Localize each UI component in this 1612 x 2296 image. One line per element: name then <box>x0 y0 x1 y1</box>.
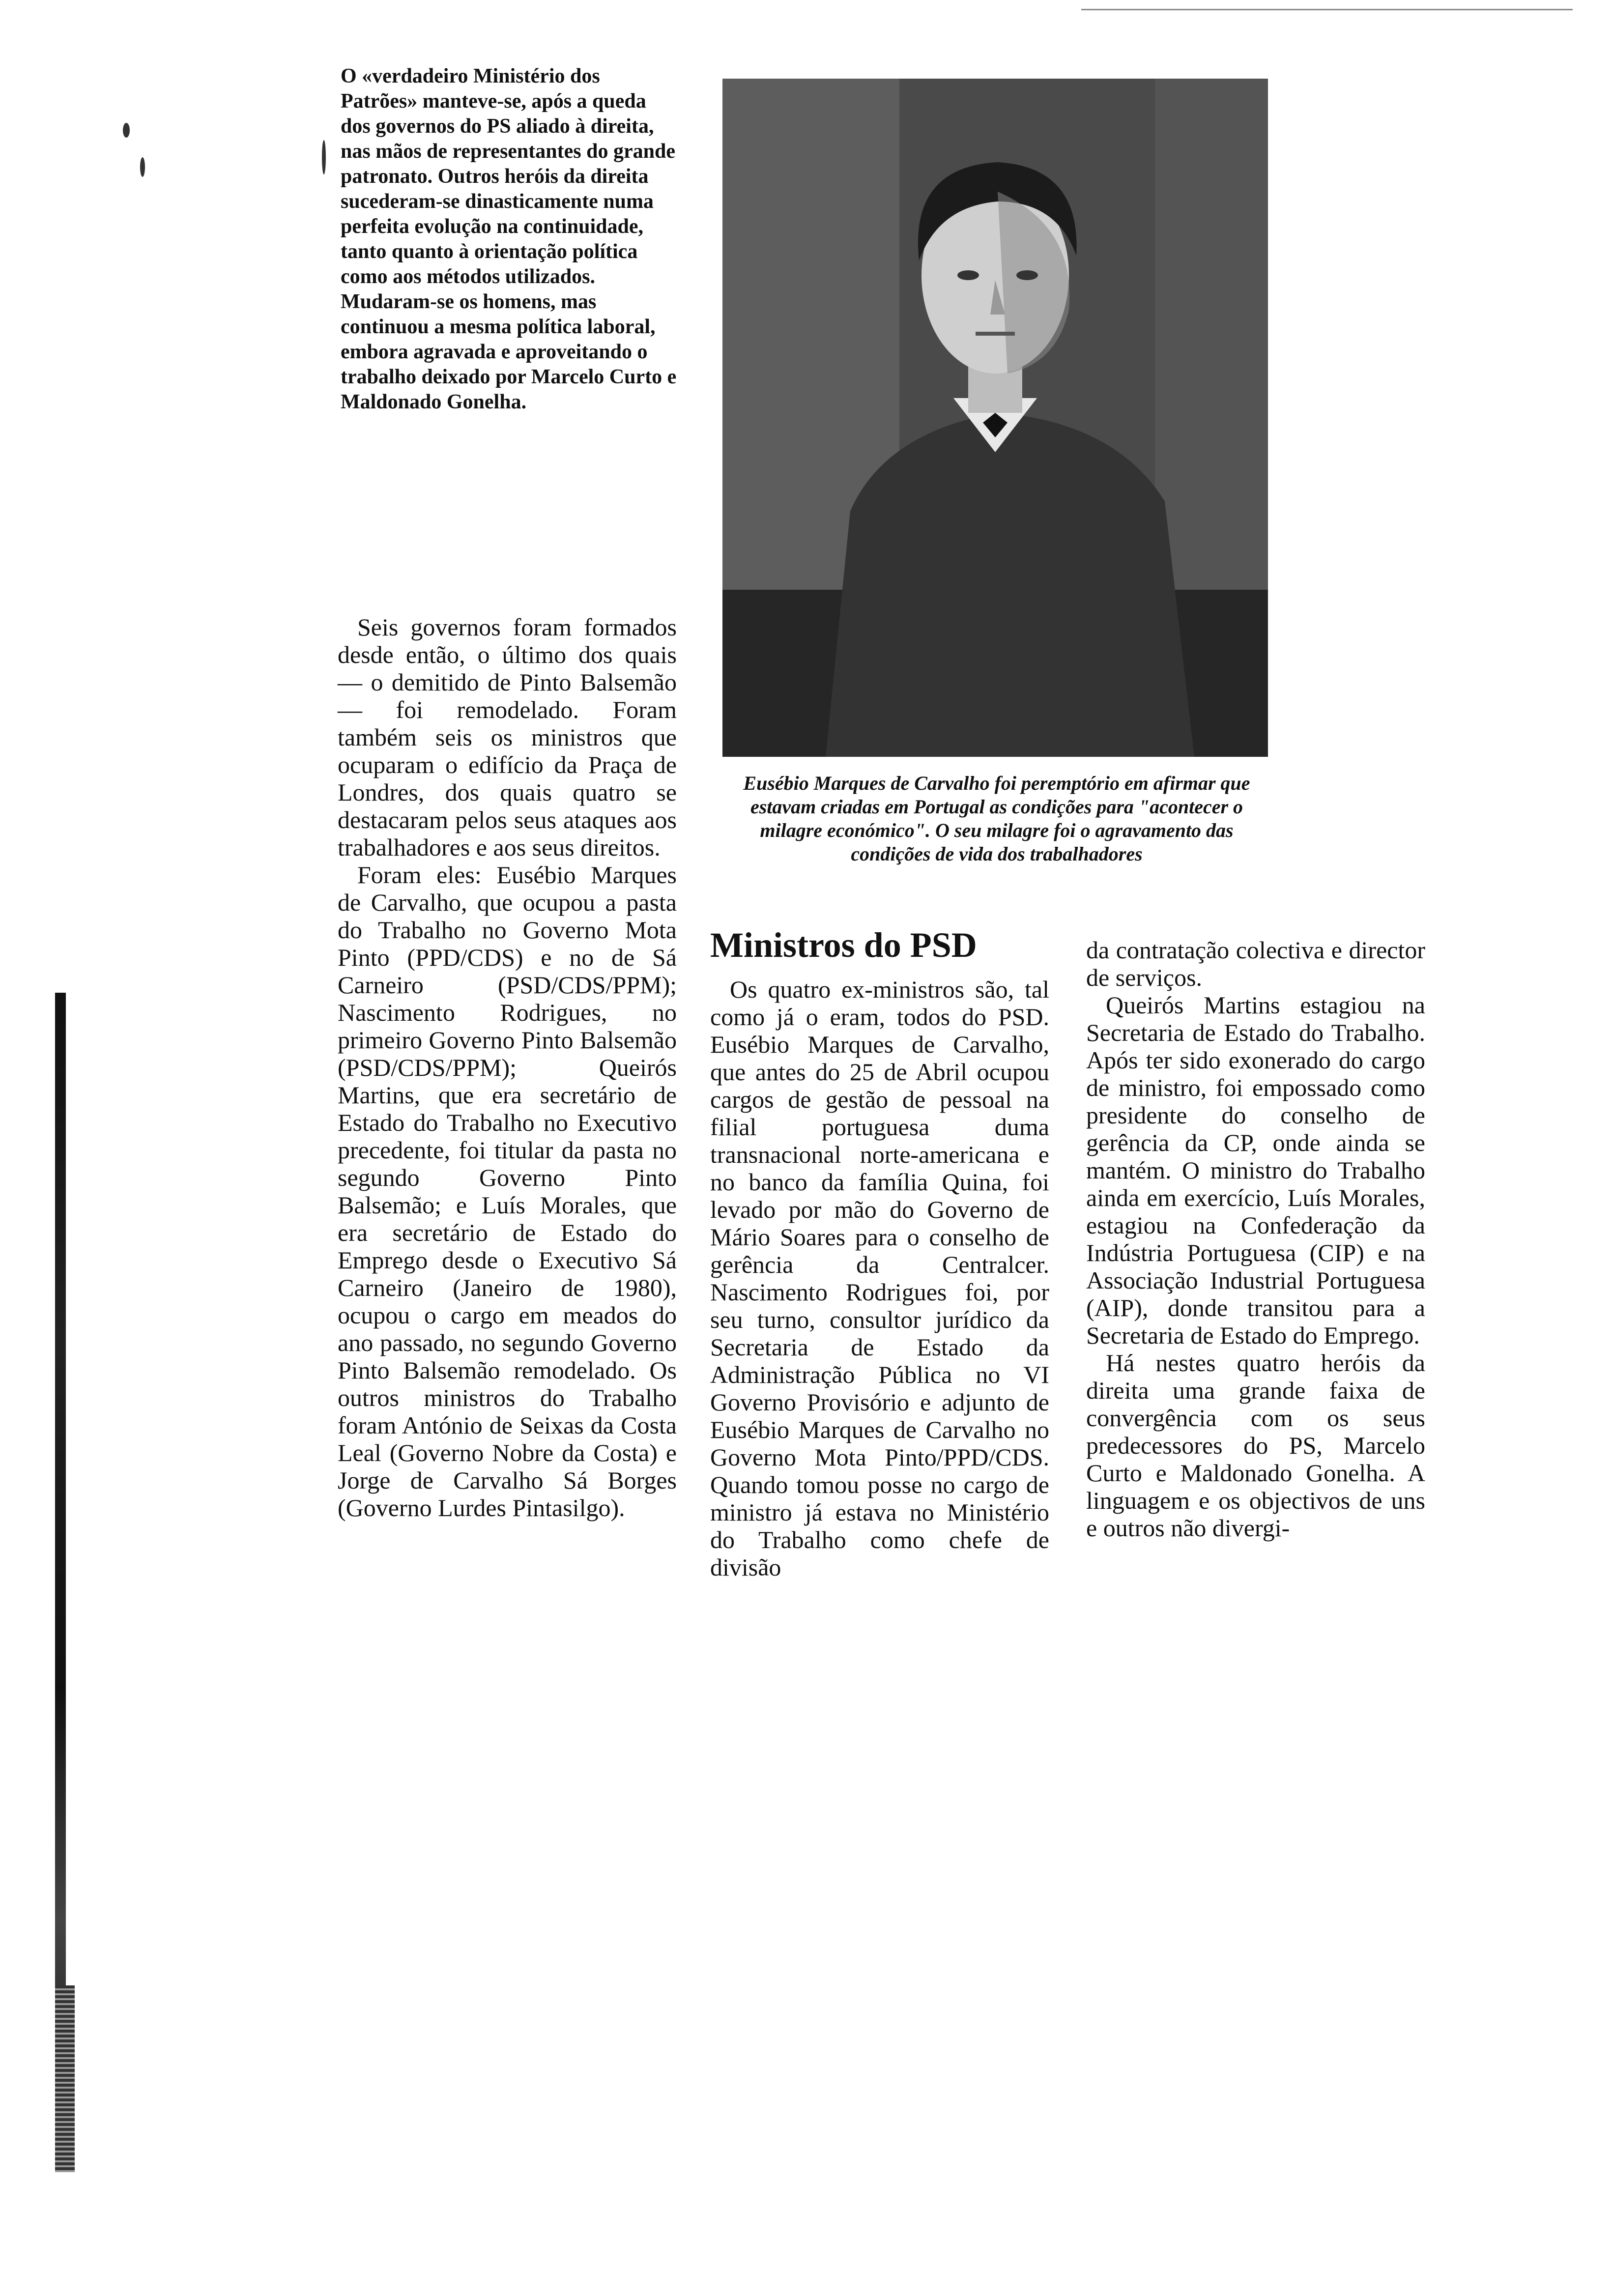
scan-speck <box>123 123 130 138</box>
portrait-illustration <box>722 79 1268 757</box>
photo-caption: Eusébio Marques de Carvalho foi peremptório em afirmar que estavam criadas em Portugal as condições para "acontecer o milagre económico". O seu milagre foi o agravamento das condições de vida dos trabalhadores <box>743 772 1250 865</box>
top-rule <box>1081 9 1573 10</box>
scan-edge-mark-lower <box>55 1985 75 2172</box>
paragraph: Os quatro ex-ministros são, tal como já o eram, todos do PSD. Eusébio Marques de Carvalho, que antes do 25 de Abril ocupou cargos de gestão de pessoal na filial portuguesa duma transnacional norte-americana e no banco da família Quina, foi levado por mão do Governo de Mário Soares para o conselho de gerência da Centralcer. Nascimento Rodrigues foi, por seu turno, consultor jurídico da Secretaria de Estado da Administração Pública no VI Governo Provisório e adjunto de Eusébio Marques de Carvalho no Governo Mota Pinto/PPD/CDS. Quando tomou posse no cargo de ministro já estava no Ministério do Trabalho como chefe de divisão <box>710 976 1049 1581</box>
paragraph: Queirós Martins estagiou na Secretaria de Estado do Trabalho. Após ter sido exonerado do cargo de ministro, foi empossado como presidente do conselho de gerência da CP, onde ainda se mantém. O ministro do Trabalho ainda em exercício, Luís Morales, estagiou na Confederação da Indústria Portuguesa (CIP) e na Associação Industrial Portuguesa (AIP), donde transitou para a Secretaria de Estado do Emprego. <box>1086 991 1425 1349</box>
lead-paragraph: O «verdadeiro Ministério dos Patrões» manteve-se, após a queda dos governos do PS aliado à direita, nas mãos de representantes do grande patronato. Outros heróis da direita sucederam-se dinasticamente numa perfeita evolução na continuidade, tanto quanto à orientação política como aos métodos utilizados. Mudaram-se os homens, mas continuou a mesma política laboral, embora agravada e aproveitando o trabalho deixado por Marcelo Curto e Maldonado Gonelha. <box>341 65 677 413</box>
paragraph: Há nestes quatro heróis da direita uma grande faixa de convergência com os seus predecessores do PS, Marcelo Curto e Maldonado Gonelha. A linguagem e os objectivos de uns e outros não divergi- <box>1086 1349 1425 1542</box>
paragraph: Foram eles: Eusébio Marques de Carvalho, que ocupou a pasta do Trabalho no Governo Mota Pinto (PPD/CDS) e no de Sá Carneiro (PSD/CDS/PPM); Nascimento Rodrigues, no primeiro Governo Pinto Balsemão (PSD/CDS/PPM); Queirós Martins, que era secretário de Estado do Trabalho no Executivo precedente, foi titular da pasta no segundo Governo Pinto Balsemão; e Luís Morales, que era secretário de Estado do Emprego desde o Executivo Sá Carneiro (Janeiro de 1980), ocupou o cargo em meados do ano passado, no segundo Governo Pinto Balsemão remodelado. Os outros ministros do Trabalho foram António de Seixas da Costa Leal (Governo Nobre da Costa) e Jorge de Carvalho Sá Borges (Governo Lurdes Pintasilgo). <box>338 861 677 1521</box>
scan-speck <box>322 140 326 174</box>
portrait-photo <box>722 79 1268 757</box>
scan-edge-mark <box>55 993 66 2152</box>
paragraph: da contratação colectiva e director de serviços. <box>1086 936 1425 991</box>
section-subheading: Ministros do PSD <box>710 925 977 965</box>
paragraph: Seis governos foram formados desde então, o último dos quais — o demitido de Pinto Balsemão — foi remodelado. Foram também seis os ministros que ocuparam o edifício da Praça de Londres, dos quais quatro se destacaram pelos seus ataques aos trabalhadores e aos seus direitos. <box>338 613 677 861</box>
article-column-2 <box>710 976 1049 1581</box>
scan-speck <box>140 157 145 177</box>
article-column-1 <box>338 613 677 1521</box>
article-column-3 <box>1086 936 1425 1542</box>
